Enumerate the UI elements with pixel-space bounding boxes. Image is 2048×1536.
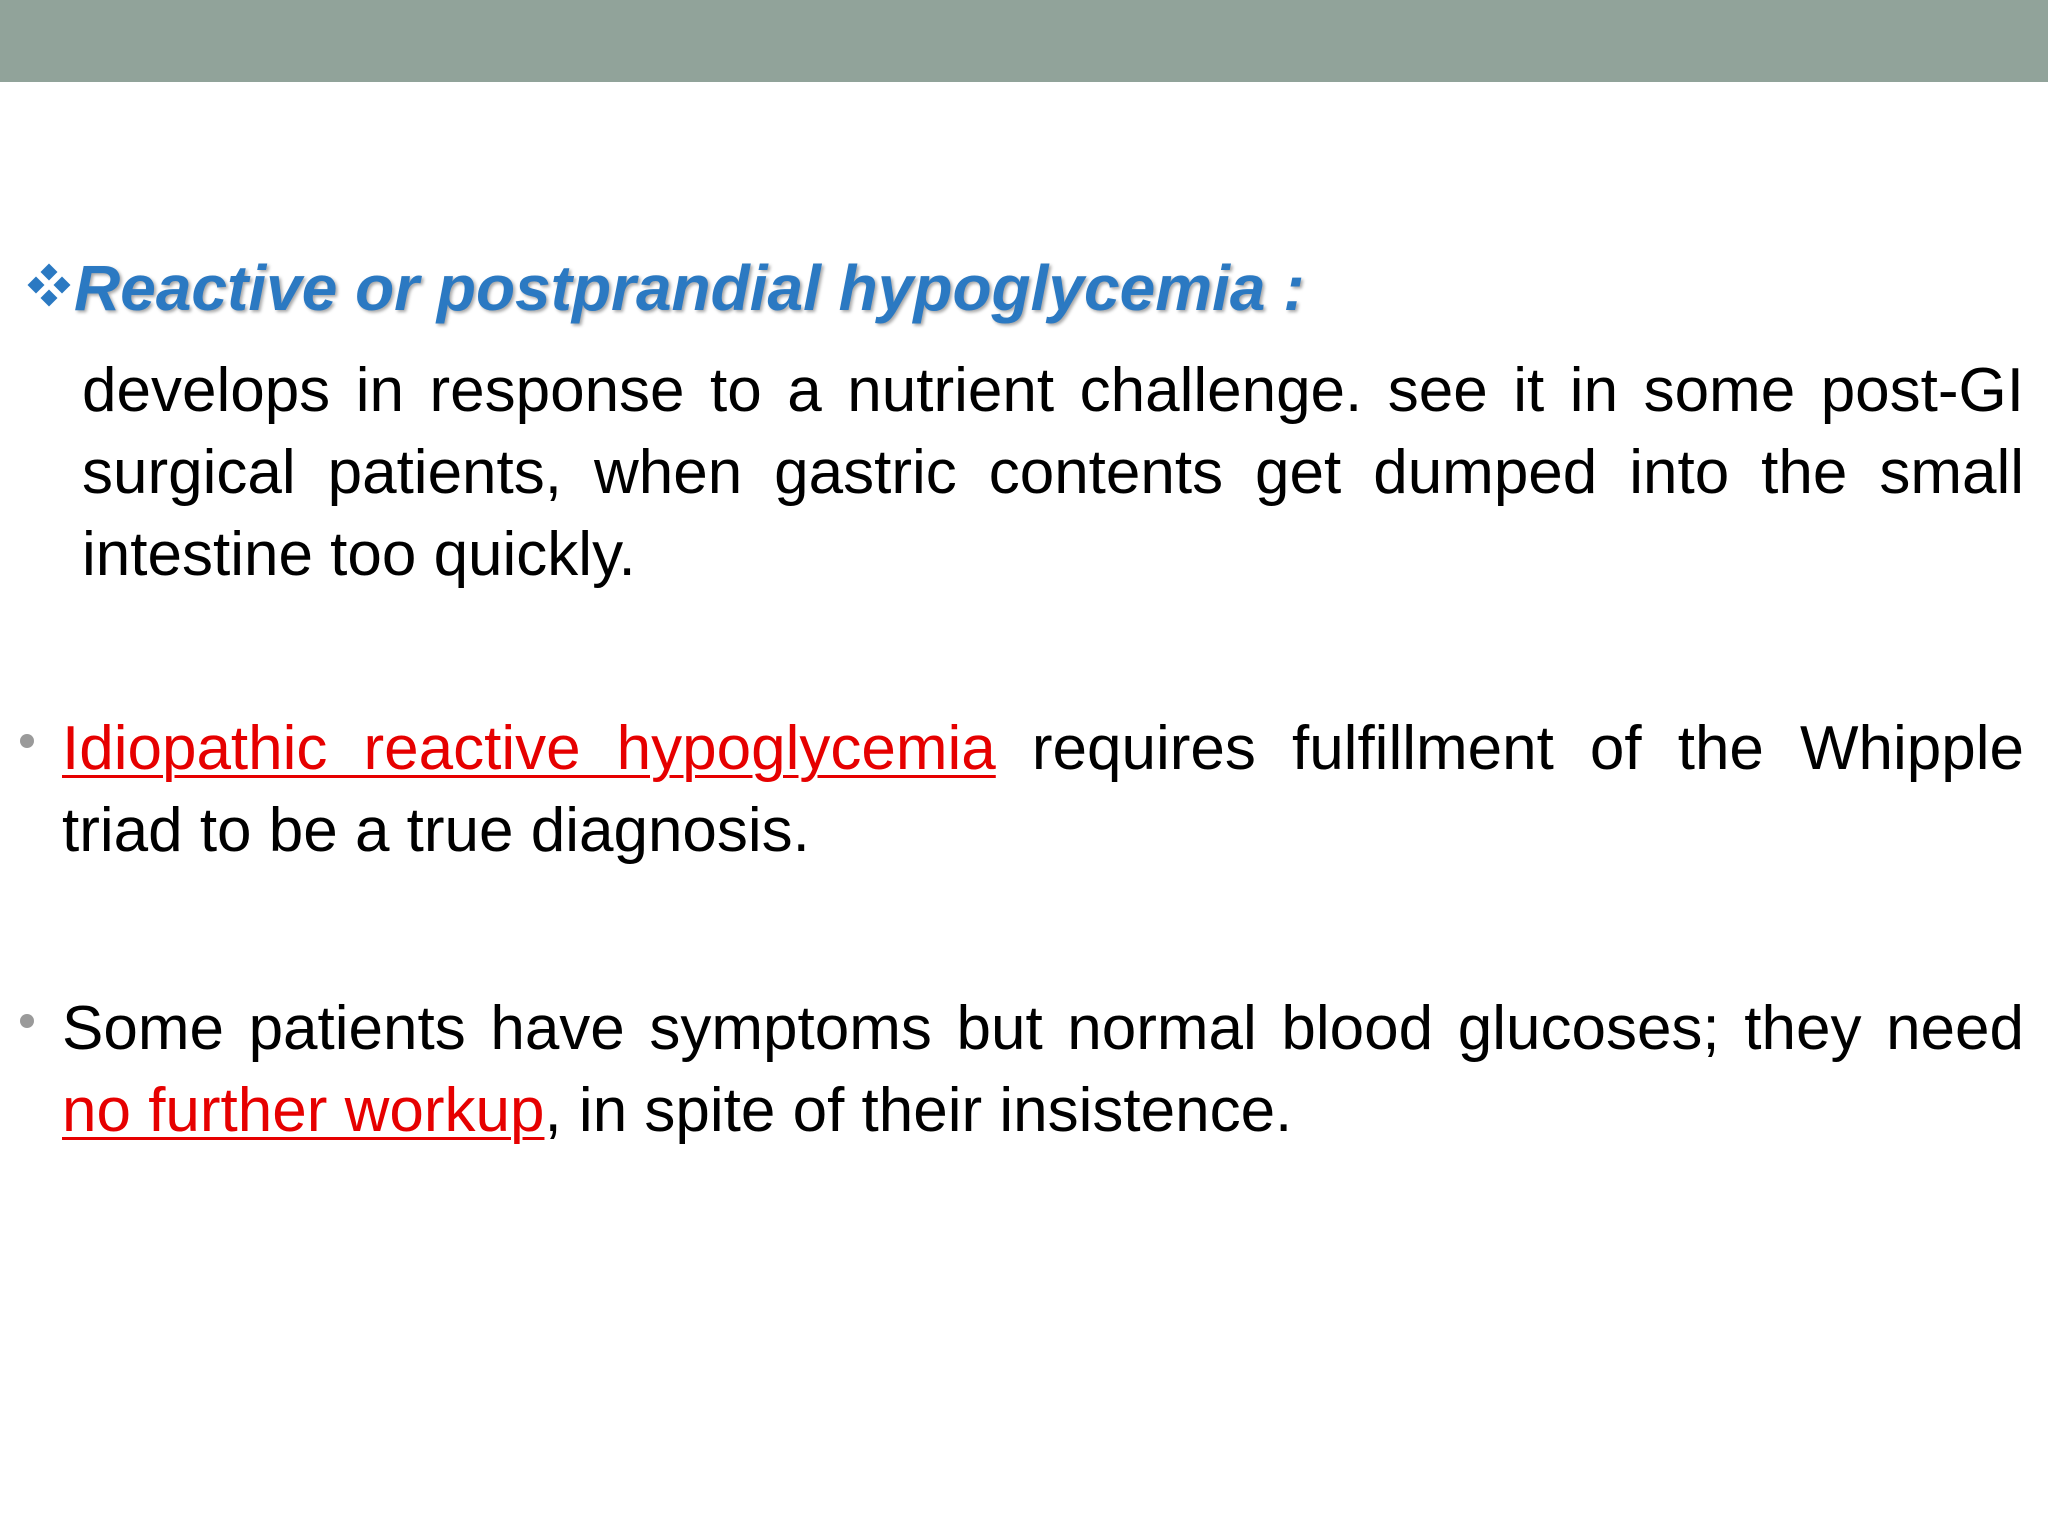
highlight-idiopathic: Idiopathic reactive hypoglycemia [62,714,996,783]
top-band [0,0,2048,82]
heading-text: Reactive or postprandial hypoglycemia : [74,252,1305,324]
definition-paragraph: develops in response to a nutrient challenge. see it in some post-GI surgical patients, when gastric contents get dumped into the small intestine too quickly. [82,356,2024,589]
bullet-item-normal-glucose [20,988,2024,1152]
bullet-rest-text: requires fulfillment of the Whipple triad to be a true diagnosis. [62,714,2024,865]
bullet-text [62,988,2024,1152]
bullet-before-text: Some patients have symptoms but normal blood glucoses; they need [62,994,2024,1063]
bullet-item-idiopathic [20,708,2024,872]
slide-heading [24,248,2024,328]
bullet-text [62,708,2024,872]
bullet-dot-icon [20,734,34,748]
highlight-no-further-workup: no further workup [62,1076,545,1145]
diamond-bullet-icon [24,262,74,312]
bullet-after-text: , in spite of their insistence. [544,1076,1293,1145]
bullet-dot-icon [20,1014,34,1028]
